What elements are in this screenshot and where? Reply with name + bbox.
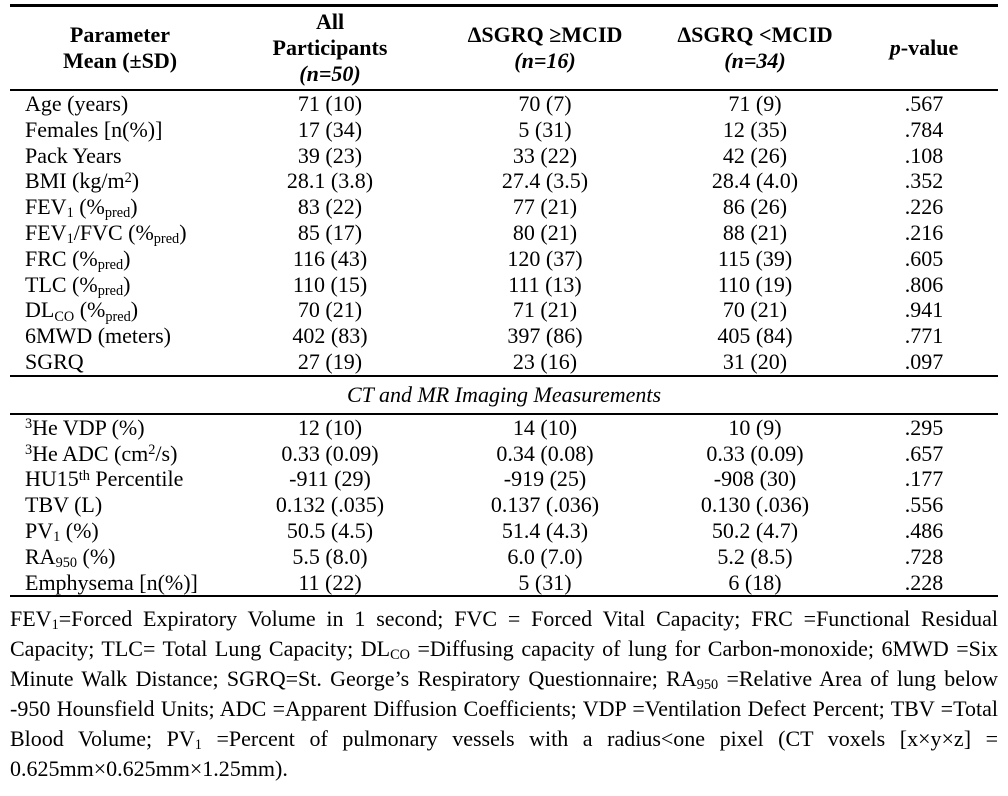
cell-sgrq-ge-mcid: 71 (21)	[512, 297, 578, 323]
column-header-parameter	[10, 6, 230, 91]
cell-p-value: .771	[904, 323, 944, 349]
cell-all-participants: 0.33 (0.09)	[281, 440, 379, 466]
cell-sgrq-lt-mcid: 5.2 (8.5)	[717, 543, 793, 569]
header-line: (n=16)	[514, 48, 576, 73]
table-row	[10, 90, 998, 117]
cell-sgrq-ge-mcid: 0.34 (0.08)	[496, 440, 594, 466]
table-row	[10, 220, 998, 246]
cell-all-participants: 5.5 (8.0)	[292, 543, 368, 569]
cell-sgrq-lt-mcid: 88 (21)	[722, 219, 788, 245]
cell-all-participants: 0.132 (.035)	[275, 492, 385, 518]
header-line: ΔSGRQ <MCID	[677, 22, 833, 47]
cell-all-participants: 110 (15)	[292, 271, 368, 297]
row-label: $FEV_1$/FVC $(\%_{pred})$	[25, 219, 187, 248]
paper-table-page	[10, 4, 998, 784]
table-row	[10, 518, 998, 544]
cell-p-value: .941	[904, 297, 944, 323]
cell-all-participants: 71 (10)	[297, 91, 363, 116]
cell-p-value: .216	[904, 219, 944, 245]
table-row	[10, 246, 998, 272]
cell-p-value: .556	[904, 492, 944, 518]
table-footnote: $FEV_1=Forced$ Expiratory Volume in 1 second; FVC = Forced Vital Capacity; FRC =Functional Residual Capacity; TLC= Total Lung Capacity; $DL_{CO}$ =Diffusing capacity of lung for Carbon-monoxide; 6MWD =Six Minute Walk Distance; SGRQ=St. George’s Respiratory Questionnaire; $RA_{950}$ =Relative Area of lung below -950 Hounsfield Units; ADC =Apparent Diffusion Coefficients; VDP =Ventilation Defect Percent; TBV =Total Blood Volume; $PV_1$ =Percent of pulmonary vessels with a radius<one pixel (CT voxels [x×y×z] = 0.625mm×0.625mm×1.25mm).	[10, 606, 999, 782]
table-row	[10, 194, 998, 220]
cell-p-value: .806	[904, 271, 944, 297]
cell-sgrq-ge-mcid: 33 (22)	[512, 142, 578, 168]
cell-sgrq-ge-mcid: 5 (31)	[430, 570, 660, 597]
row-label: Pack Years	[25, 142, 122, 168]
row-label: TBV (L)	[25, 492, 103, 518]
row-label: Females [n(%)]	[25, 116, 163, 142]
cell-sgrq-ge-mcid: 0.137 (.036)	[490, 492, 600, 518]
header-line: Parameter	[69, 22, 171, 47]
cell-p-value: .567	[904, 91, 944, 116]
row-label: Age (years)	[25, 91, 129, 116]
cell-sgrq-lt-mcid: 28.4 (4.0)	[711, 168, 799, 194]
table-row	[10, 272, 998, 298]
cell-p-value: .657	[904, 440, 944, 466]
row-label: 6MWD (meters)	[25, 323, 172, 349]
cell-sgrq-lt-mcid: -908 (30)	[713, 466, 797, 492]
row-label: $^3$He ADC $(cm^2/s)$	[25, 440, 178, 466]
cell-sgrq-lt-mcid: 42 (26)	[722, 142, 788, 168]
cell-all-participants: 402 (83)	[292, 323, 368, 349]
cell-p-value: .177	[904, 466, 944, 492]
cell-all-participants: 12 (10)	[297, 414, 363, 440]
cell-p-value: .605	[904, 245, 944, 271]
header-line: (n=34)	[724, 48, 786, 73]
cell-all-participants: -911 (29)	[289, 466, 371, 492]
cell-p-value: .108	[904, 142, 944, 168]
cell-sgrq-ge-mcid: 23 (16)	[512, 348, 578, 374]
cell-sgrq-lt-mcid: 110 (19)	[717, 271, 793, 297]
column-header-sgrq-ge-mcid	[430, 6, 660, 91]
row-label: $PV_1$ (%)	[25, 517, 99, 546]
cell-sgrq-ge-mcid: 51.4 (4.3)	[501, 517, 589, 543]
row-label: BMI $(kg/m^2)$	[25, 168, 140, 194]
table-row	[10, 466, 998, 492]
cell-p-value: .486	[904, 517, 944, 543]
cell-p-value: .728	[904, 543, 944, 569]
cell-sgrq-ge-mcid: 120 (37)	[507, 245, 583, 271]
cell-sgrq-ge-mcid: 80 (21)	[512, 219, 578, 245]
table-row	[10, 143, 998, 169]
cell-all-participants: 39 (23)	[297, 142, 363, 168]
cell-sgrq-ge-mcid: 27.4 (3.5)	[501, 168, 589, 194]
header-line: Mean (±SD)	[62, 48, 178, 73]
cell-sgrq-lt-mcid: 10 (9)	[728, 414, 782, 440]
table-row	[10, 441, 998, 467]
cell-sgrq-ge-mcid: 77 (21)	[512, 194, 578, 220]
row-label: $FEV_1$ $(\%_{pred})$	[25, 194, 138, 222]
cell-p-value: .226	[904, 194, 944, 220]
row-label: $DL_{CO}$ $(\%_{pred})$	[25, 297, 139, 325]
table-row	[10, 414, 998, 441]
table-row	[10, 117, 998, 143]
header-line: p-value	[889, 35, 959, 60]
cell-sgrq-lt-mcid: 12 (35)	[722, 116, 788, 142]
row-label: $^3$He VDP (%)	[25, 414, 145, 440]
cell-sgrq-lt-mcid: 405 (84)	[717, 323, 793, 349]
cell-all-participants: 27 (19)	[297, 348, 363, 374]
results-table	[10, 4, 998, 597]
cell-sgrq-ge-mcid: 5 (31)	[518, 116, 572, 142]
cell-all-participants: 11 (22)	[230, 570, 430, 597]
section-divider-row	[10, 376, 998, 414]
cell-all-participants: 83 (22)	[297, 194, 363, 220]
row-label: TLC $(\%_{pred})$	[25, 271, 131, 299]
header-row	[10, 6, 998, 91]
cell-all-participants: 50.5 (4.5)	[286, 517, 374, 543]
column-header-sgrq-lt-mcid	[660, 6, 850, 91]
cell-sgrq-ge-mcid: 14 (10)	[512, 414, 578, 440]
header-line: (n=50)	[299, 61, 361, 86]
cell-sgrq-lt-mcid: 0.33 (0.09)	[706, 440, 804, 466]
table-header	[10, 6, 998, 91]
cell-sgrq-lt-mcid: 71 (9)	[728, 91, 782, 116]
table-row	[10, 168, 998, 194]
table-row	[10, 492, 998, 518]
cell-all-participants: 17 (34)	[297, 116, 363, 142]
cell-sgrq-lt-mcid: 6 (18)	[660, 570, 850, 597]
cell-p-value: .097	[904, 348, 944, 374]
cell-p-value: .295	[904, 414, 944, 440]
cell-sgrq-lt-mcid: 86 (26)	[722, 194, 788, 220]
cell-all-participants: 28.1 (3.8)	[286, 168, 374, 194]
row-label: FRC $(\%_{pred})$	[25, 245, 131, 273]
table-body	[10, 90, 998, 596]
header-line: Participants	[272, 35, 388, 60]
table-row	[10, 297, 998, 323]
row-label: SGRQ	[25, 348, 84, 374]
cell-sgrq-ge-mcid: 111 (13)	[508, 271, 582, 297]
row-label: HU15th Percentile	[25, 466, 184, 492]
cell-p-value: .228	[850, 570, 998, 597]
cell-sgrq-lt-mcid: 50.2 (4.7)	[711, 517, 799, 543]
cell-sgrq-ge-mcid: 70 (7)	[518, 91, 572, 116]
header-line: All	[315, 9, 345, 34]
cell-all-participants: 70 (21)	[297, 297, 363, 323]
cell-sgrq-ge-mcid: 6.0 (7.0)	[507, 543, 583, 569]
row-label: Emphysema [n(%)]	[10, 570, 230, 597]
cell-sgrq-lt-mcid: 31 (20)	[722, 348, 788, 374]
cell-all-participants: 116 (43)	[292, 245, 368, 271]
table-row	[10, 544, 998, 570]
section-title: CT and MR Imaging Measurements	[10, 376, 998, 414]
row-label: $RA_{950}$ (%)	[25, 543, 116, 571]
cell-sgrq-lt-mcid: 115 (39)	[717, 245, 793, 271]
column-header-all-participants	[230, 6, 430, 91]
cell-sgrq-lt-mcid: 70 (21)	[722, 297, 788, 323]
header-line: ΔSGRQ ≥MCID	[467, 22, 623, 47]
column-header-p-value	[850, 6, 998, 91]
table-row	[10, 323, 998, 349]
cell-sgrq-ge-mcid: -919 (25)	[503, 466, 587, 492]
table-row	[10, 570, 998, 597]
cell-sgrq-lt-mcid: 0.130 (.036)	[700, 492, 810, 518]
cell-p-value: .784	[904, 116, 944, 142]
cell-all-participants: 85 (17)	[297, 219, 363, 245]
cell-p-value: .352	[904, 168, 944, 194]
table-row	[10, 349, 998, 376]
cell-sgrq-ge-mcid: 397 (86)	[507, 323, 583, 349]
